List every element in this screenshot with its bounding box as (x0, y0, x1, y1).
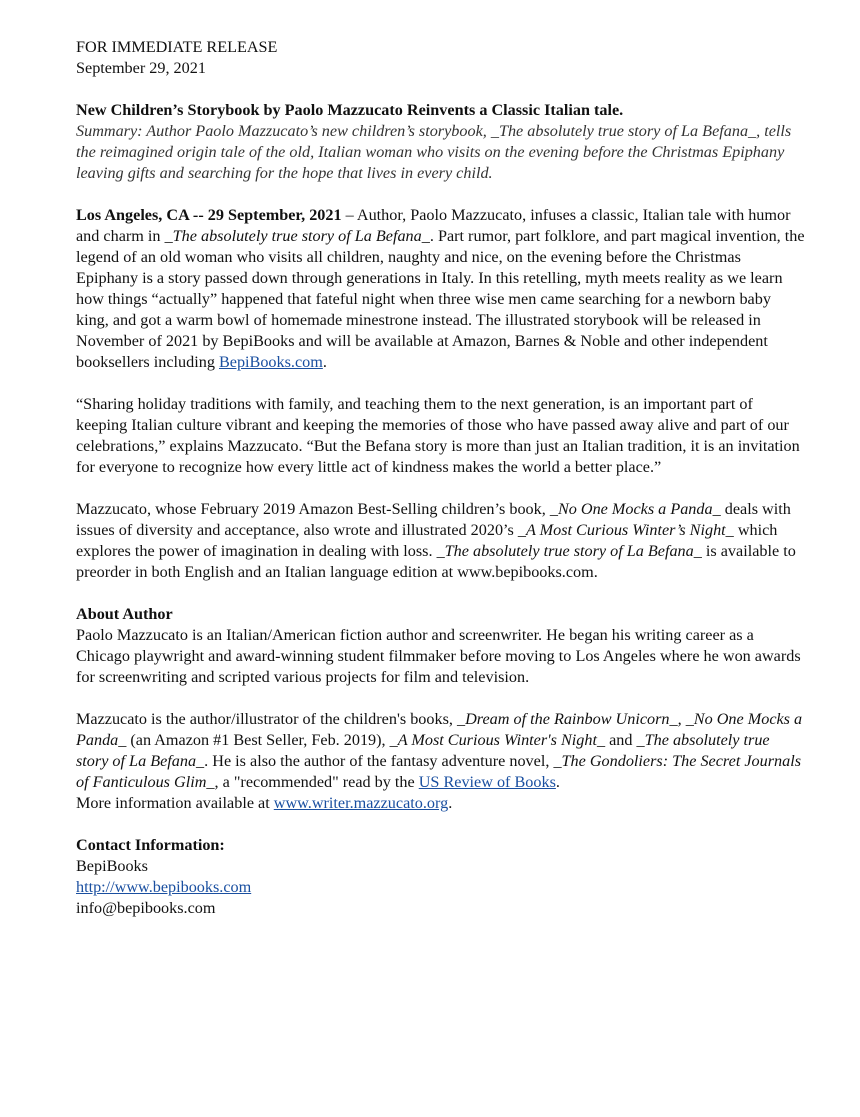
headline-title: New Children’s Storybook by Paolo Mazzucato Reinvents a Classic Italian tale. (76, 101, 624, 119)
author-books-text-g: . He is also the author of the fantasy adventure novel, (204, 752, 554, 770)
release-date: September 29, 2021 (76, 59, 206, 77)
author-books-text-a: Mazzucato is the author/illustrator of the children's books, (76, 710, 457, 728)
body-paragraph-quote: “Sharing holiday traditions with family, and teaching them to the next generation, is an important part of keeping Italian culture vibrant and keeping the memories of those who have passed away alive and part of our celebrations,” explains Mazzucato. “But the Befana story is more than just an Italian tradition, it is an invitation for everyone to recognize how every little act of kindness makes the world a better place.” (76, 395, 800, 476)
author-books-text-c: (an Amazon #1 Best Seller, Feb. 2019), (126, 731, 390, 749)
more-info-prefix: More information available at (76, 794, 274, 812)
headline-section (76, 100, 806, 184)
press-release-document (76, 37, 806, 919)
book-title-gondoliers: _The Gondoliers: The Secret Journals of Fanticulous Glim_ (76, 752, 802, 791)
release-header (76, 37, 806, 79)
more-info-end: . (448, 794, 453, 812)
contact-website-link[interactable]: http://www.bepibooks.com (76, 878, 252, 896)
other-books-text-c: deals with issues of diversity and acceptance, also wrote and illustrated 2020’s (76, 500, 791, 539)
other-books-text-a: Mazzucato, whose February 2019 Amazon Best-Selling children’s book, (76, 500, 550, 518)
release-label: FOR IMMEDIATE RELEASE (76, 38, 278, 56)
announcement-end: . (322, 353, 327, 371)
author-books-text-i: , a "recommended" read by the (214, 773, 419, 791)
other-books-text-e: which explores the power of imagination in dealing with loss. (76, 521, 778, 560)
body-paragraph-announcement (76, 205, 806, 373)
book-title-panda: _No One Mocks a Panda_ (549, 500, 721, 518)
body-paragraph-other-books (76, 499, 806, 583)
contact-section (76, 835, 806, 919)
announcement-intro: – Author, Paolo Mazzucato, infuses a classic, Italian tale with humor and charm in (76, 206, 791, 245)
author-books-section (76, 709, 806, 814)
contact-email: info@bepibooks.com (76, 899, 216, 917)
other-books-text-g: is available to preorder in both English and an Italian language edition at www.bepibooks.com. (76, 542, 796, 581)
bepibooks-link[interactable]: BepiBooks.com (218, 353, 323, 371)
book-title-befana-2: _The absolutely true story of La Befana_ (76, 731, 770, 770)
author-books-text-j: . (555, 773, 560, 791)
about-author-heading: About Author (76, 605, 173, 623)
us-review-of-books-link[interactable]: US Review of Books (418, 773, 556, 791)
writer-website-link[interactable]: www.writer.mazzucato.org (273, 794, 449, 812)
book-title-winters-night: _A Most Curious Winter’s Night_ (517, 521, 734, 539)
more-information-line (76, 793, 806, 814)
contact-heading: Contact Information: (76, 836, 225, 854)
about-author-bio: Paolo Mazzucato is an Italian/American fiction author and screenwriter. He began his writing career as a Chicago playwright and award-winning student filmmaker before moving to Los Angeles where he won awards for screenwriting and scripted various projects for film and television. (76, 626, 801, 686)
dateline: Los Angeles, CA -- 29 September, 2021 (76, 206, 342, 224)
author-books-text-e: and (605, 731, 637, 749)
book-titles-unicorn-panda: _Dream of the Rainbow Unicorn_, _No One Mocks a Panda_ (76, 710, 803, 749)
about-author-section (76, 604, 806, 688)
announcement-text: . Part rumor, part folklore, and part magical invention, the legend of an old woman who visits all children, naughty and nice, on the evening before the Christmas Epiphany is a story passed down through generations in Italy. In this retelling, myth meets reality as we learn how things “actually” happened that fateful night when three wise men came searching for a newborn baby king, and got a warm bowl of homemade minestrone instead. The illustrated storybook will be released in November of 2021 by BepiBooks and will be available at Amazon, Barnes & Noble and other independent booksellers including (76, 227, 805, 371)
book-title-winters-night-2: _A Most Curious Winter's Night_ (389, 731, 606, 749)
author-books-paragraph (76, 709, 806, 793)
headline-summary: Summary: Author Paolo Mazzucato’s new children’s storybook, _The absolutely true story of La Befana_, tells the reimagined origin tale of the old, Italian woman who visits on the evening before the Christmas Epiphany leaving gifts and searching for the hope that lives in every child. (76, 122, 792, 182)
book-title-befana: _The absolutely true story of La Befana_ (436, 542, 702, 560)
contact-name: BepiBooks (76, 857, 148, 875)
book-title: _The absolutely true story of La Befana_ (164, 227, 430, 245)
